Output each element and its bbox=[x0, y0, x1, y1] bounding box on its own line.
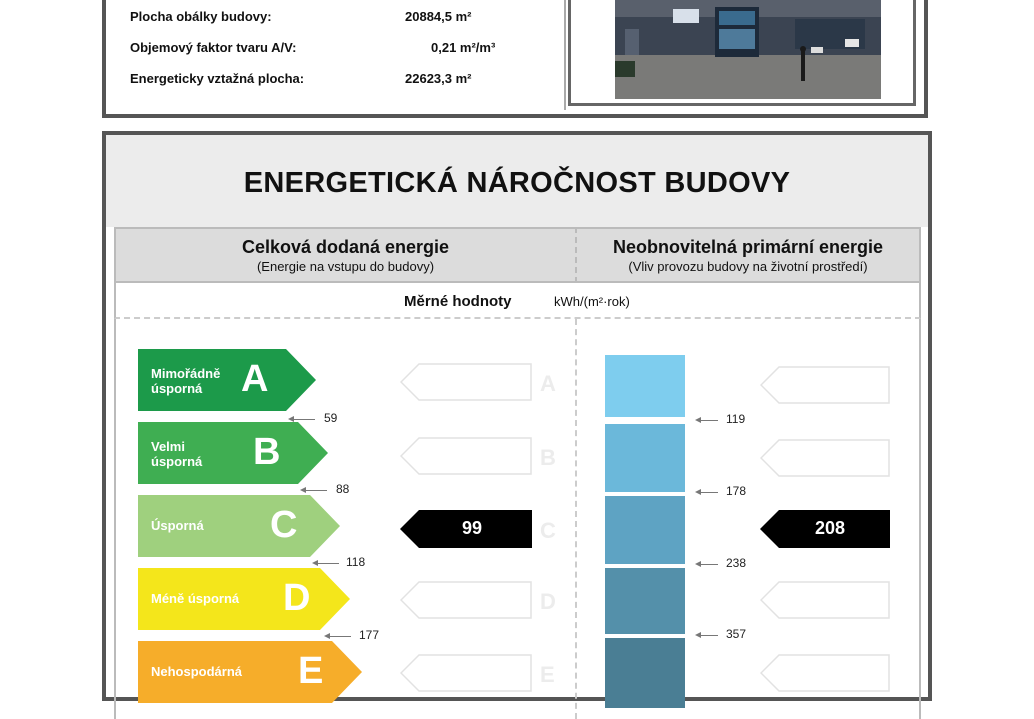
threshold-arrow bbox=[700, 420, 718, 421]
unit-label: kWh/(m²·rok) bbox=[554, 294, 630, 309]
info-value: 20884,5 m² bbox=[405, 9, 472, 24]
page-title: ENERGETICKÁ NÁROČNOST BUDOVY bbox=[243, 167, 791, 199]
header-title: Celková dodaná energie bbox=[241, 237, 450, 257]
empty-marker-b bbox=[400, 437, 532, 475]
energy-performance-panel bbox=[102, 131, 932, 701]
ghost-letter: C bbox=[540, 518, 556, 543]
empty-primary-marker-a bbox=[760, 366, 890, 404]
class-c-arrow bbox=[138, 495, 340, 557]
empty-primary-marker-d bbox=[760, 581, 890, 619]
threshold-arrow bbox=[700, 492, 718, 493]
empty-primary-marker-b bbox=[760, 439, 890, 477]
primary-threshold-b-c: 178 bbox=[726, 484, 747, 498]
threshold-arrow bbox=[700, 635, 718, 636]
info-value: 22623,3 m² bbox=[405, 71, 472, 86]
specific-values-row bbox=[114, 283, 921, 319]
threshold-arrow bbox=[293, 419, 315, 420]
class-name: Méně úsporná bbox=[151, 591, 240, 606]
primary-energy-value: 208 bbox=[814, 518, 846, 538]
class-a-arrow bbox=[138, 349, 316, 411]
threshold-c-d: 118 bbox=[346, 555, 366, 569]
class-e-arrow bbox=[138, 641, 362, 703]
building-photo-frame bbox=[568, 0, 916, 106]
primary-class-e-bar bbox=[605, 638, 685, 708]
header-title: Neobnovitelná primární energie bbox=[612, 237, 884, 257]
info-label: Plocha obálky budovy: bbox=[130, 9, 272, 24]
empty-primary-marker-e bbox=[760, 654, 890, 692]
class-b-arrow bbox=[138, 422, 328, 484]
threshold-arrow bbox=[700, 564, 718, 565]
threshold-arrow bbox=[317, 563, 339, 564]
primary-class-d-bar bbox=[605, 568, 685, 634]
primary-threshold-a-b: 119 bbox=[726, 412, 746, 426]
right-border bbox=[919, 319, 921, 719]
primary-threshold-d-e: 357 bbox=[726, 627, 747, 641]
left-border bbox=[114, 319, 116, 719]
class-d-arrow bbox=[138, 568, 350, 630]
header-subtitle: (Vliv provozu budovy na životní prostředí) bbox=[628, 259, 868, 274]
class-letter: A bbox=[241, 358, 269, 400]
building-info-panel bbox=[102, 0, 928, 118]
empty-marker-a bbox=[400, 363, 532, 401]
threshold-b-c: 88 bbox=[336, 482, 350, 496]
empty-marker-d bbox=[400, 581, 532, 619]
threshold-d-e: 177 bbox=[359, 628, 380, 642]
class-name: Úsporná bbox=[151, 518, 204, 533]
header-primary-energy bbox=[575, 227, 921, 283]
building-photo bbox=[615, 0, 881, 99]
delivered-energy-value: 99 bbox=[461, 518, 483, 538]
ghost-letter: B bbox=[540, 445, 556, 470]
class-letter: B bbox=[253, 431, 281, 473]
class-name: Velmi úsporná bbox=[151, 439, 203, 469]
threshold-arrow bbox=[305, 490, 327, 491]
info-value: 0,21 m²/m³ bbox=[431, 40, 496, 55]
building-info-box bbox=[114, 0, 566, 110]
column-divider bbox=[575, 319, 577, 719]
specific-values-label: Měrné hodnoty bbox=[404, 293, 512, 310]
threshold-arrow bbox=[329, 636, 351, 637]
title-band bbox=[106, 135, 928, 227]
threshold-a-b: 59 bbox=[324, 411, 338, 425]
info-label: Objemový faktor tvaru A/V: bbox=[130, 40, 297, 55]
primary-class-b-bar bbox=[605, 424, 685, 492]
class-letter: C bbox=[270, 504, 298, 546]
info-label: Energeticky vztažná plocha: bbox=[130, 71, 305, 86]
header-subtitle: (Energie na vstupu do budovy) bbox=[256, 259, 435, 274]
primary-class-c-bar bbox=[605, 496, 685, 564]
header-delivered-energy bbox=[114, 227, 575, 283]
ghost-letter: D bbox=[540, 589, 556, 614]
primary-threshold-c-d: 238 bbox=[726, 556, 747, 570]
class-letter: D bbox=[283, 577, 311, 619]
class-name: Mimořádně úsporná bbox=[151, 366, 221, 396]
ghost-letter: A bbox=[540, 371, 556, 396]
class-letter: E bbox=[298, 650, 324, 692]
ghost-letter: E bbox=[540, 662, 555, 687]
class-name: Nehospodárná bbox=[151, 664, 243, 679]
empty-marker-e bbox=[400, 654, 532, 692]
primary-class-a-bar bbox=[605, 355, 685, 417]
